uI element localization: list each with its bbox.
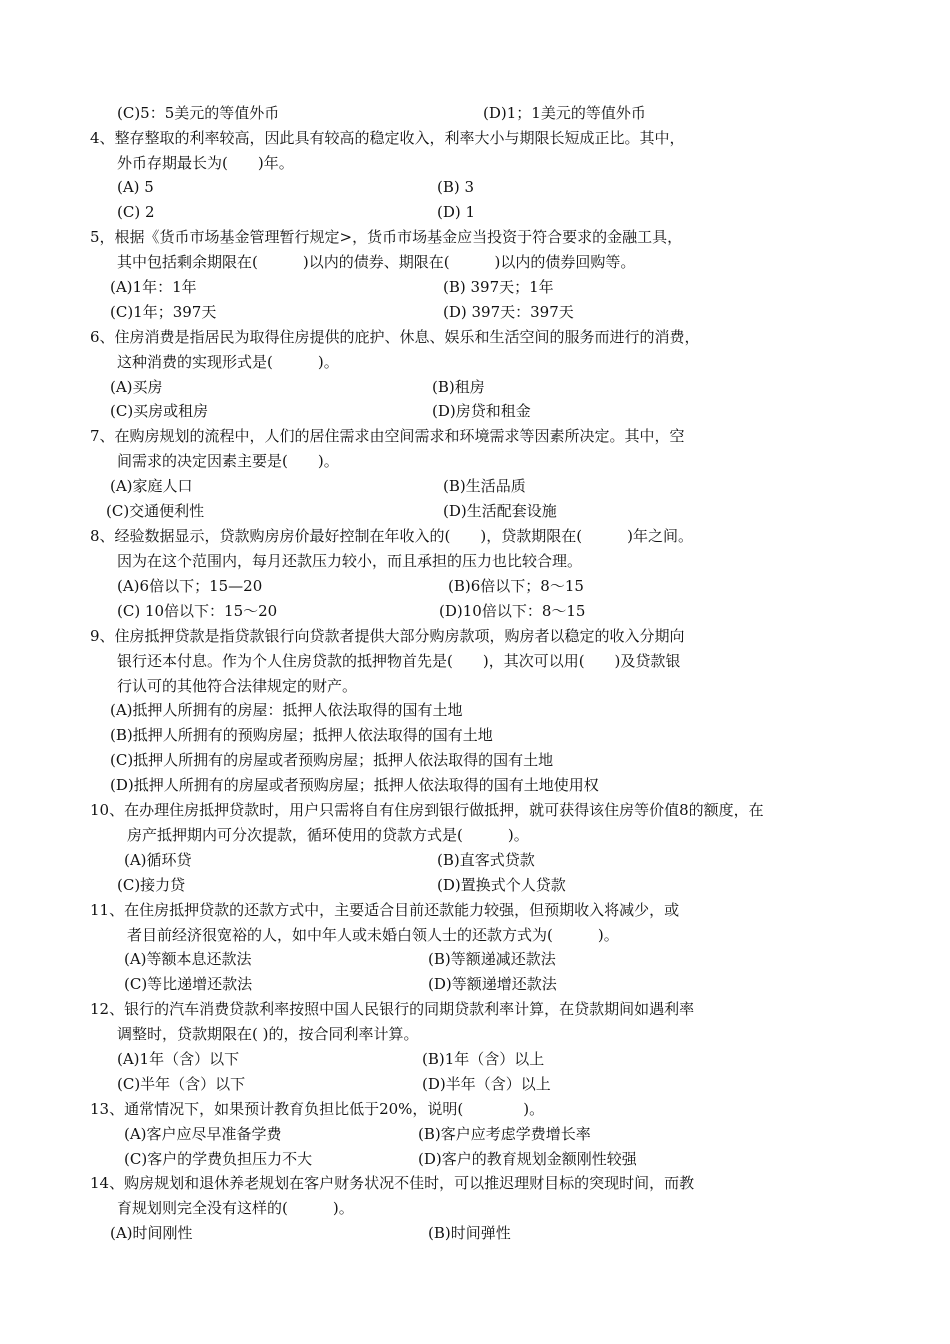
q4-option-c: (C) 2 bbox=[117, 203, 155, 221]
q4-option-d: (D) 1 bbox=[437, 203, 476, 221]
q13-option-a: (A)客户应尽早准备学费 bbox=[124, 1125, 282, 1143]
q14-option-a: (A)时间刚性 bbox=[110, 1224, 193, 1242]
q6-stem-cont: 这种消费的实现形式是( )。 bbox=[117, 353, 339, 371]
q12-stem: 12、银行的汽车消费贷款利率按照中国人民银行的同期贷款利率计算，在贷款期间如遇利率 bbox=[90, 1000, 695, 1018]
q10-option-a: (A)循环贷 bbox=[124, 851, 192, 869]
q11-stem-cont: 者目前经济很宽裕的人，如中年人或未婚白领人士的还款方式为( )。 bbox=[127, 926, 619, 944]
q6-stem: 6、住房消费是指居民为取得住房提供的庇护、休息、娱乐和生活空间的服务而进行的消费， bbox=[90, 328, 700, 346]
q7-option-c: (C)交通便利性 bbox=[106, 502, 205, 520]
q6-option-c: (C)买房或租房 bbox=[110, 402, 209, 420]
q8-option-a: (A)6倍以下；15—20 bbox=[117, 577, 263, 595]
q4-option-a: (A) 5 bbox=[117, 178, 154, 196]
q9-option-d: (D)抵押人所拥有的房屋或者预购房屋；抵押人依法取得的国有土地使用权 bbox=[110, 776, 599, 794]
q8-option-c: (C) 10倍以下：15～20 bbox=[117, 602, 278, 620]
q11-stem: 11、在住房抵押贷款的还款方式中，主要适合目前还款能力较强，但预期收入将减少，或 bbox=[90, 901, 680, 919]
q8-option-d: (D)10倍以下：8～15 bbox=[439, 602, 586, 620]
q4-option-b: (B) 3 bbox=[437, 178, 475, 196]
q6-option-a: (A)买房 bbox=[110, 378, 163, 396]
q5-option-c: (C)1年；397天 bbox=[110, 303, 217, 321]
q10-option-d: (D)置换式个人贷款 bbox=[437, 876, 566, 894]
q8-option-b: (B)6倍以下；8～15 bbox=[448, 577, 584, 595]
q5-option-a: (A)1年：1年 bbox=[110, 278, 197, 296]
q14-stem: 14、购房规划和退休养老规划在客户财务状况不佳时，可以推迟理财目标的突现时间，而教 bbox=[90, 1174, 695, 1192]
q12-option-d: (D)半年（含）以上 bbox=[422, 1075, 551, 1093]
q10-stem: 10、在办理住房抵押贷款时，用户只需将自有住房到银行做抵押，就可获得该住房等价值8的额度，在 bbox=[90, 801, 764, 819]
q9-option-c: (C)抵押人所拥有的房屋或者预购房屋；抵押人依法取得的国有土地 bbox=[110, 751, 554, 769]
q14-stem-cont: 育规划则完全没有这样的( )。 bbox=[117, 1199, 354, 1217]
q14-option-b: (B)时间弹性 bbox=[428, 1224, 511, 1242]
q12-option-c: (C)半年（含）以下 bbox=[117, 1075, 246, 1093]
q9-option-a: (A)抵押人所拥有的房屋：抵押人依法取得的国有土地 bbox=[110, 701, 463, 719]
q12-stem-cont: 调整时，贷款期限在( )的，按合同利率计算。 bbox=[117, 1025, 419, 1043]
q5-stem-cont: 其中包括剩余期限在( )以内的债券、期限在( )以内的债券回购等。 bbox=[117, 253, 636, 271]
q3-option-d: (D)1；1美元的等值外币 bbox=[483, 104, 646, 122]
q10-stem-cont: 房产抵押期内可分次提款，循环使用的贷款方式是( )。 bbox=[127, 826, 529, 844]
q12-option-a: (A)1年（含）以下 bbox=[117, 1050, 240, 1068]
q9-stem-cont-2: 行认可的其他符合法律规定的财产。 bbox=[117, 677, 358, 695]
q4-stem: 4、整存整取的利率较高，因此具有较高的稳定收入，利率大小与期限长短成正比。其中， bbox=[90, 129, 685, 147]
q13-option-d: (D)客户的教育规划金额刚性较强 bbox=[418, 1150, 637, 1168]
q5-option-d: (D) 397天：397天 bbox=[443, 303, 574, 321]
q7-option-a: (A)家庭人口 bbox=[110, 477, 193, 495]
q7-stem-cont: 间需求的决定因素主要是( )。 bbox=[117, 452, 339, 470]
q13-option-b: (B)客户应考虑学费增长率 bbox=[418, 1125, 591, 1143]
q6-option-d: (D)房贷和租金 bbox=[432, 402, 531, 420]
q10-option-c: (C)接力贷 bbox=[117, 876, 186, 894]
q8-stem-cont: 因为在这个范围内，每月还款压力较小，而且承担的压力也比较合理。 bbox=[117, 552, 583, 570]
q4-stem-cont: 外币存期最长为( )年。 bbox=[117, 154, 294, 172]
q7-option-d: (D)生活配套设施 bbox=[443, 502, 557, 520]
q11-option-a: (A)等额本息还款法 bbox=[124, 950, 252, 968]
q13-stem: 13、通常情况下，如果预计教育负担比低于20%，说明( )。 bbox=[90, 1100, 545, 1118]
q7-option-b: (B)生活品质 bbox=[443, 477, 526, 495]
q5-stem: 5，根据《货币市场基金管理暂行规定>，货币市场基金应当投资于符合要求的金融工具， bbox=[90, 228, 683, 246]
q7-stem: 7、在购房规划的流程中，人们的居住需求由空间需求和环境需求等因素所决定。其中，空 bbox=[90, 427, 685, 445]
q11-option-b: (B)等额递减还款法 bbox=[428, 950, 556, 968]
q9-stem: 9、住房抵押贷款是指贷款银行向贷款者提供大部分购房款项，购房者以稳定的收入分期向 bbox=[90, 627, 685, 645]
q11-option-c: (C)等比递增还款法 bbox=[124, 975, 253, 993]
q5-option-b: (B) 397天；1年 bbox=[443, 278, 554, 296]
q9-option-b: (B)抵押人所拥有的预购房屋；抵押人依法取得的国有土地 bbox=[110, 726, 493, 744]
q13-option-c: (C)客户的学费负担压力不大 bbox=[124, 1150, 313, 1168]
q3-option-c: (C)5：5美元的等值外币 bbox=[117, 104, 280, 122]
q8-stem: 8、经验数据显示，贷款购房房价最好控制在年收入的( )，贷款期限在( )年之间。 bbox=[90, 527, 693, 545]
q6-option-b: (B)租房 bbox=[432, 378, 485, 396]
q10-option-b: (B)直客式贷款 bbox=[437, 851, 535, 869]
q9-stem-cont-1: 银行还本付息。作为个人住房贷款的抵押物首先是( )，其次可以用( )及贷款银 bbox=[117, 652, 681, 670]
q12-option-b: (B)1年（含）以上 bbox=[422, 1050, 545, 1068]
q11-option-d: (D)等额递增还款法 bbox=[428, 975, 557, 993]
